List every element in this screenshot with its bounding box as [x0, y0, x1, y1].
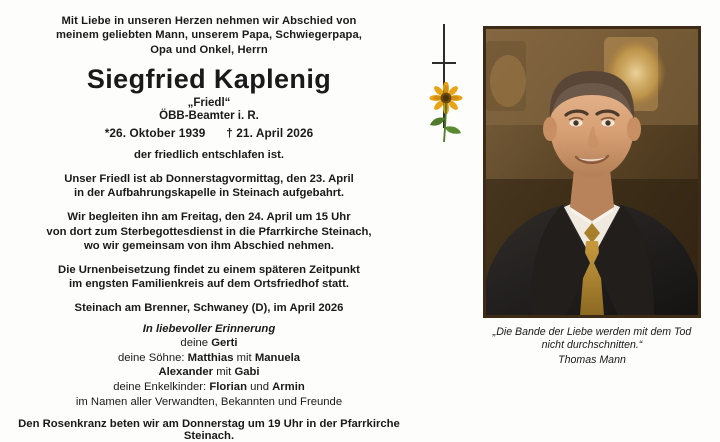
intro-line-2: meinem geliebten Mann, unserem Papa, Schwiegerpapa,	[55, 29, 362, 42]
ornament-column	[412, 0, 474, 410]
family-line-sons-1	[10, 351, 408, 366]
deceased-profession: ÖBB-Beamter i. R.	[159, 110, 259, 123]
family-name-grandchild-2: Armin	[272, 380, 305, 393]
family-name-grandchild-1: Florian	[209, 380, 247, 393]
family-conj-3: und	[246, 380, 273, 393]
family-note: im Namen aller Verwandten, Bekannten und Freunde	[75, 396, 343, 409]
portrait-frame	[483, 26, 701, 318]
deceased-name: Siegfried Kaplenig	[86, 64, 332, 95]
paragraph-3-line-1: Die Urnenbeisetzung findet zu einem späteren Zeitpunkt	[58, 263, 360, 276]
paragraph-2-line-1: Wir begleiten ihn am Freitag, den 24. April um 15 Uhr	[67, 211, 351, 223]
paragraph-funeral-service	[10, 210, 408, 254]
family-line-grandchildren	[10, 380, 408, 395]
paragraph-2-line-3: wo wir gemeinsam von ihm Abschied nehmen.	[83, 240, 335, 253]
life-dates	[10, 126, 408, 140]
family-name-son-2: Alexander	[158, 366, 214, 379]
paragraph-urn-burial	[10, 263, 408, 292]
family-name-son-1: Matthias	[187, 351, 234, 364]
birth-date: *26. Oktober 1939	[104, 126, 206, 141]
family-list	[10, 336, 408, 394]
family-name-partner-2: Gabi	[234, 366, 260, 379]
cross-bar-icon	[432, 62, 456, 64]
family-prefix-sons: deine Söhne:	[117, 351, 188, 364]
quote-block	[481, 326, 703, 367]
family-conj-2: mit	[213, 366, 235, 379]
family-prefix-grandchildren: deine Enkelkinder:	[113, 380, 210, 393]
photo-column	[474, 0, 720, 410]
rosary-line: Den Rosenkranz beten wir am Donnerstag um 19 Uhr in der Pfarrkirche Steinach.	[18, 417, 400, 442]
sunflower-icon	[426, 82, 466, 146]
family-name-wife: Gerti	[211, 336, 238, 349]
passed-line: der friedlich entschlafen ist.	[133, 149, 285, 162]
family-prefix-wife: deine	[180, 336, 212, 349]
family-line-sons-2	[10, 365, 408, 380]
death-date: † 21. April 2026	[226, 126, 314, 141]
quote-author: Thomas Mann	[558, 353, 626, 366]
memory-heading: In liebevoller Erinnerung	[142, 322, 276, 335]
quote-text: „Die Bande der Liebe werden mit dem Tod nicht durchschnitten.“	[492, 326, 692, 352]
place-and-date: Steinach am Brenner, Schwaney (D), im April 2026	[74, 301, 344, 314]
family-conj-1: mit	[233, 351, 255, 364]
paragraph-2-line-2: von dort zum Sterbegottesdienst in die Pfarrkirche Steinach,	[46, 225, 372, 238]
paragraph-1-line-1: Unser Friedl ist ab Donnerstagvormittag, den 23. April	[64, 172, 354, 185]
family-name-partner-1: Manuela	[254, 351, 301, 364]
intro-line-1: Mit Liebe in unseren Herzen nehmen wir Abschied von	[61, 15, 357, 27]
intro-block	[10, 14, 408, 57]
paragraph-1-line-2: in der Aufbahrungskapelle in Steinach aufgebahrt.	[73, 187, 345, 200]
portrait-photo	[486, 29, 698, 315]
paragraph-3-line-2: im engsten Familienkreis auf dem Ortsfriedhof statt.	[69, 278, 349, 291]
deceased-nickname: „Friedl“	[187, 97, 231, 110]
paragraph-laying-out	[10, 172, 408, 201]
family-line-wife	[10, 336, 408, 351]
intro-line-3: Opa und Onkel, Herrn	[150, 43, 268, 56]
